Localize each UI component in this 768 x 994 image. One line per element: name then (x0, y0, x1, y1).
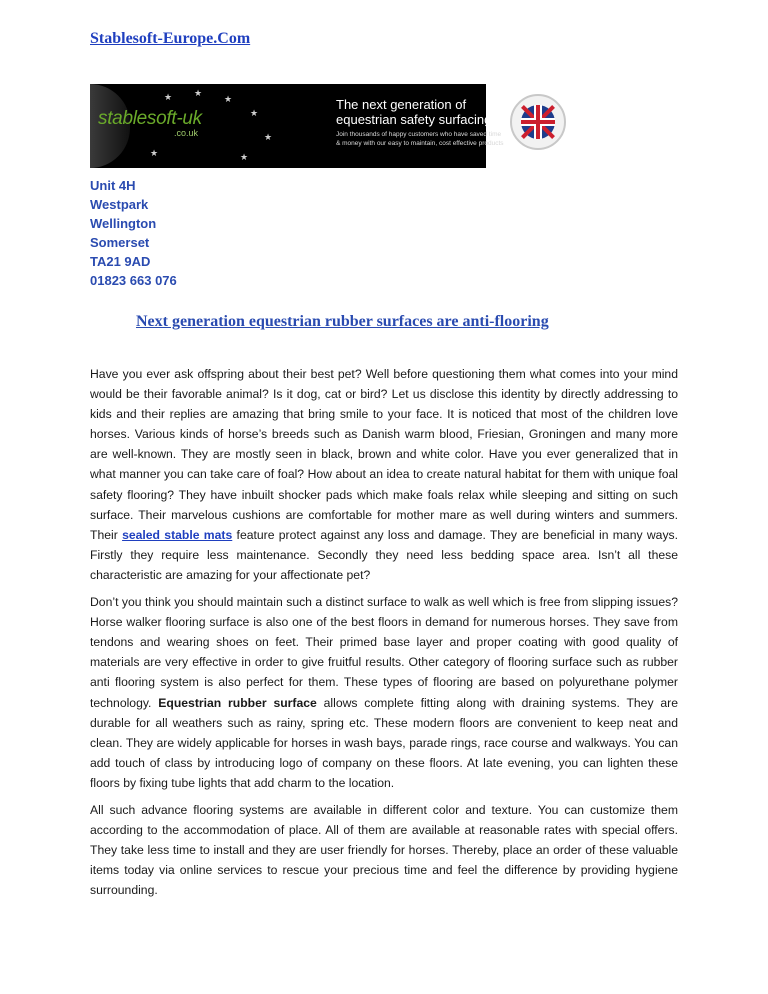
banner-tagline: Join thousands of happy customers who have saved time & money with our easy to maintain, cost effective products (336, 131, 504, 147)
star-icon: ★ (250, 108, 259, 118)
phone-number: 01823 663 076 (90, 273, 177, 288)
paragraph-1: Have you ever ask offspring about their best pet? Well before questioning them what comes into your mind would be their favorable animal? Is it dog, cat or bird? Let us disclose this identity by directly addressing to kids and their replies are amazing that bring smile to your face. It is noticed that most of the children love horses. Various kinds of horse’s breeds such as Danish warm blood, Friesian, Groningen and many more are well-known. They are mostly seen in black, brown and white color. Have you ever generalized that in what manner you can take care of foal? How about an idea to create natural habitat for them with unique foal safety flooring? They have inbuilt shocker pads which make foals relax while sleeping and sitting on such surface. Their marvelous cushions are comfortable for mother mare as well during winters and summers. Their sealed stable mats feature protect against any loss and damage. They are beneficial in many ways. Firstly they require less maintenance. Secondly they need less bedding space area. Isn’t all these characteristic are amazing for your affectionate pet? (90, 367, 679, 582)
star-icon: ★ (240, 152, 249, 162)
star-icon: ★ (264, 132, 273, 142)
paragraph-3: All such advance flooring systems are available in different color and texture. You can customize them according to the accommodation of place. All of them are available at reasonable rates with special offers. They take less time to install and they are user friendly for horses. Thereby, place an order of these valuable items today via online services to rescue your precious time and feel the difference by providing hygiene surrounding. (90, 802, 678, 898)
sealed-stable-mats-link[interactable]: sealed stable mats (122, 527, 233, 542)
banner-headline: The next generation of equestrian safety surfacing (336, 97, 492, 127)
site-link[interactable]: Stablesoft-Europe.Com (90, 30, 251, 47)
banner-image (90, 84, 504, 168)
paragraph-2: Don’t you think you should maintain such a distinct surface to walk as well which is free from slipping issues? Horse walker flooring surface is also one of the best floors in demand for numerous horses. They save from tendons and wearing shoes on feet. Their primed base layer and proper coating with good quality of materials are very effective in order to give fruitful results. Other category of flooring surface such as rubber anti flooring system is also perfect for them. These types of flooring are based on polyurethane polymer technology. Equestrian rubber surface allows complete fitting along with draining systems. They are durable for all weathers such as rainy, spring etc. These modern floors are convenient to keep neat and clean. They are widely applicable for horses in wash bays, parade rings, race course and walkways. You can add touch of class by introducing logo of company on these floors. At late evening, you can lighten these floors by fixing tube lights that add charm to the location. (90, 595, 678, 790)
star-icon: ★ (194, 88, 203, 98)
address-line: Westpark (90, 197, 149, 212)
banner-logo: stablesoft-uk (98, 108, 202, 129)
banner-logo-sub: .co.uk (174, 128, 199, 138)
article-body (90, 364, 678, 907)
address-block (90, 176, 177, 290)
star-icon: ★ (150, 148, 159, 158)
star-icon: ★ (164, 92, 173, 102)
bold-phrase: Equestrian rubber surface (158, 695, 317, 710)
address-line: Somerset (90, 235, 150, 250)
union-jack-flag-icon (510, 94, 566, 150)
address-line: Unit 4H (90, 178, 136, 193)
address-postcode: TA21 9AD (90, 254, 151, 269)
address-line: Wellington (90, 216, 157, 231)
article-title: Next generation equestrian rubber surfaces are anti-flooring (136, 313, 549, 330)
star-icon: ★ (224, 94, 233, 104)
